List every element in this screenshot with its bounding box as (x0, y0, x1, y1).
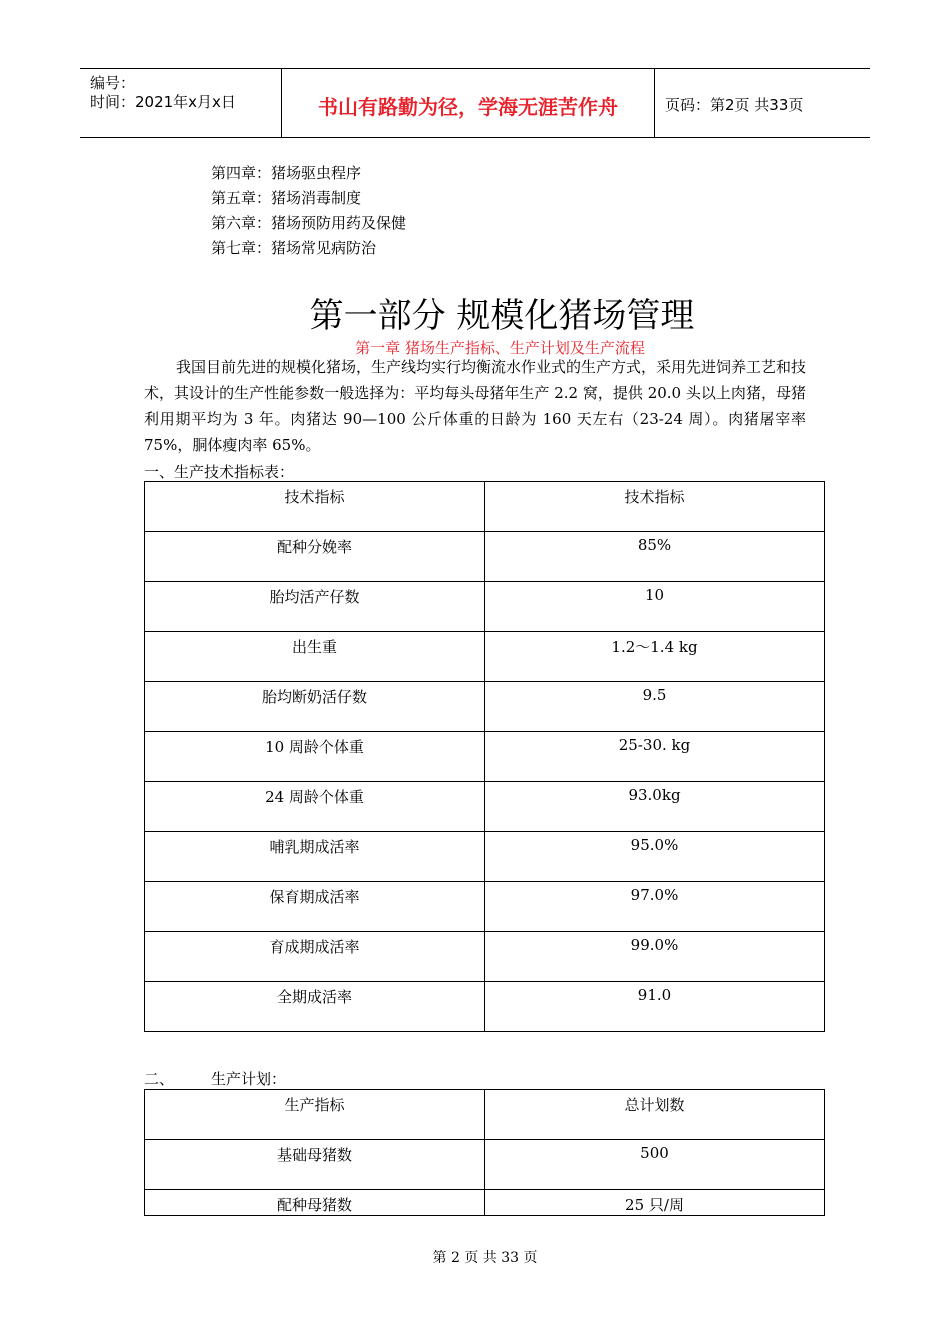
section2-heading: 生产计划： (211, 1070, 287, 1088)
table-cell-label: 保育期成活率 (145, 882, 485, 932)
toc-item: 第四章：猪场驱虫程序 (211, 164, 362, 182)
page-footer: 第 2 页 共 33 页 (432, 1250, 538, 1266)
table-cell-label: 胎均断奶活仔数 (145, 682, 485, 732)
table-cell-label: 全期成活率 (145, 982, 485, 1032)
table-cell-value: 10 (485, 582, 825, 632)
table-header-cell: 生产指标 (145, 1090, 485, 1140)
section1-heading: 一、生产技术指标表： (144, 463, 295, 481)
intro-paragraph: 我国目前先进的规模化猪场，生产线均实行均衡流水作业式的生产方式，采用先进饲养工艺和技术，其设计的生产性能参数一般选择为：平均每头母猪年生产 2.2 窝，提供 20.0 头以上肉猪，母猪利用期平均为 3 年。肉猪达 90—100 公斤体重的日龄为 160 天左右（23-24 周）。肉猪屠宰率 75%，胴体瘦肉率 65%。 (144, 358, 807, 454)
table-cell-label: 基础母猪数 (145, 1140, 485, 1190)
table-cell-value: 91.0 (485, 982, 825, 1032)
toc-item: 第七章：猪场常见病防治 (211, 239, 377, 257)
header-number-label: 编号： (90, 74, 136, 92)
header-time-label: 时间：2021年x月x日 (90, 93, 236, 111)
table-header-cell: 总计划数 (485, 1090, 825, 1140)
header-meta-cell (80, 69, 282, 137)
section2-heading-number: 二、 (144, 1070, 175, 1088)
table-cell-label: 哺乳期成活率 (145, 832, 485, 882)
table-row (145, 882, 825, 932)
part-title: 第一部分 规模化猪场管理 (309, 296, 695, 336)
table-row (145, 982, 825, 1032)
table-row (145, 532, 825, 582)
table-cell-value: 97.0% (485, 882, 825, 932)
table-cell-value: 85% (485, 532, 825, 582)
table-header-row (145, 1090, 825, 1140)
table-cell-label: 10 周龄个体重 (145, 732, 485, 782)
table-cell-label: 出生重 (145, 632, 485, 682)
tech-indicator-table (144, 481, 825, 1032)
table-cell-value: 25 只/周 (485, 1190, 825, 1216)
table-cell-label: 配种分娩率 (145, 532, 485, 582)
table-header-row (145, 482, 825, 532)
toc-item: 第五章：猪场消毒制度 (211, 189, 362, 207)
table-cell-value: 25-30. kg (485, 732, 825, 782)
table-row (145, 932, 825, 982)
table-cell-label: 胎均活产仔数 (145, 582, 485, 632)
table-cell-label: 24 周龄个体重 (145, 782, 485, 832)
table-row (145, 832, 825, 882)
table-cell-label: 配种母猪数 (145, 1190, 485, 1216)
table-row (145, 782, 825, 832)
table-cell-value: 9.5 (485, 682, 825, 732)
table-cell-label: 育成期成活率 (145, 932, 485, 982)
header-motto-cell (282, 69, 655, 137)
toc-item: 第六章：猪场预防用药及保健 (211, 214, 407, 232)
table-row (145, 1190, 825, 1216)
chapter-title: 第一章 猪场生产指标、生产计划及生产流程 (355, 339, 645, 357)
table-header-cell: 技术指标 (145, 482, 485, 532)
table-row (145, 632, 825, 682)
table-cell-value: 93.0kg (485, 782, 825, 832)
table-cell-value: 1.2～1.4 kg (485, 632, 825, 682)
table-row (145, 1140, 825, 1190)
production-plan-table (144, 1089, 825, 1216)
table-row (145, 682, 825, 732)
table-row (145, 732, 825, 782)
header-page-cell (655, 69, 870, 137)
table-header-cell: 技术指标 (485, 482, 825, 532)
header-motto: 书山有路勤为径，学海无涯苦作舟 (318, 95, 618, 119)
header-page-info: 页码：第2页 共33页 (665, 96, 804, 114)
table-row (145, 582, 825, 632)
table-cell-value: 95.0% (485, 832, 825, 882)
table-cell-value: 99.0% (485, 932, 825, 982)
page-header (80, 68, 870, 138)
table-cell-value: 500 (485, 1140, 825, 1190)
